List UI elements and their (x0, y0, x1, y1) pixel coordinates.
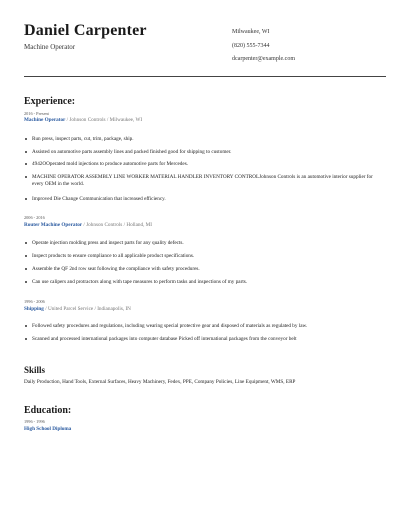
education-heading: Education: (24, 405, 72, 416)
job-title: Router Machine Operator (24, 222, 83, 228)
education-degree: High School Diploma (24, 426, 72, 432)
job-org: / United Parcel Service / Indianapolis, IN (43, 306, 131, 312)
contact-location: Milwaukee, WI (232, 29, 270, 35)
education-dates: 1996 - 1996 (24, 419, 45, 424)
list-item: Assisted on automotive parts assembly lines and packed finished good for shipping to customer. (24, 149, 382, 156)
candidate-title: Machine Operator (24, 43, 76, 51)
job-role (24, 306, 131, 312)
job-org: / Johnson Controls / Milwaukee, WI (65, 117, 143, 123)
list-item: Followed safety procedures and regulations, including wearing special protective gear and disposed of materials as regulated by law. (24, 323, 382, 330)
job-dates: 2016 - Present (24, 111, 49, 116)
header-divider (24, 76, 386, 77)
skills-list: Daily Production, Hand Tools, External Surfaces, Heavy Machinery, Fedex, PPE, Company Policies, Line Equipment, WMS, ERP (24, 379, 296, 385)
job-org: / Johnson Controls / Holland, MI (82, 222, 152, 228)
list-item: Can use calipers and protractors along with tape measures to perform tasks and inspections of my parts. (24, 279, 382, 286)
list-item: Scanned and processed international packages into computer database Picked off international packages from the conveyor belt (24, 336, 382, 343)
list-item: Operate injection molding press and inspect parts for any quality defects. (24, 240, 382, 247)
contact-email[interactable]: dcarpenter@example.com (232, 56, 295, 62)
experience-heading: Experience: (24, 96, 76, 107)
list-item: Run press, inspect parts, cut, trim, package, ship. (24, 136, 382, 143)
list-item: Assemble the QF 2nd row seat following the compliance with safety procedures. (24, 266, 382, 273)
job-title: Machine Operator (24, 117, 66, 123)
list-item: 4942OOperated mold injections to produce automotive parts for Mercedes. (24, 161, 382, 168)
list-item: Inspect products to ensure compliance to all applicable product specifications. (24, 253, 382, 260)
contact-phone: (820) 555-7344 (232, 43, 270, 49)
job-dates: 2006 - 2016 (24, 215, 45, 220)
candidate-name: Daniel Carpenter (24, 22, 147, 39)
skills-heading: Skills (24, 365, 46, 375)
list-item: Improved Die Change Communication that increased efficiency. (24, 196, 382, 203)
job-role (24, 117, 142, 123)
list-item: MACHINE OPERATOR ASSEMBLY LINE WORKER MATERIAL HANDLER INVENTORY CONTROLJohnson Controls is an automotive interior supplier for every OEM in the world. (24, 174, 382, 187)
job-role (24, 222, 152, 228)
job-dates: 1996 - 2006 (24, 299, 45, 304)
job-title: Shipping (24, 306, 44, 312)
